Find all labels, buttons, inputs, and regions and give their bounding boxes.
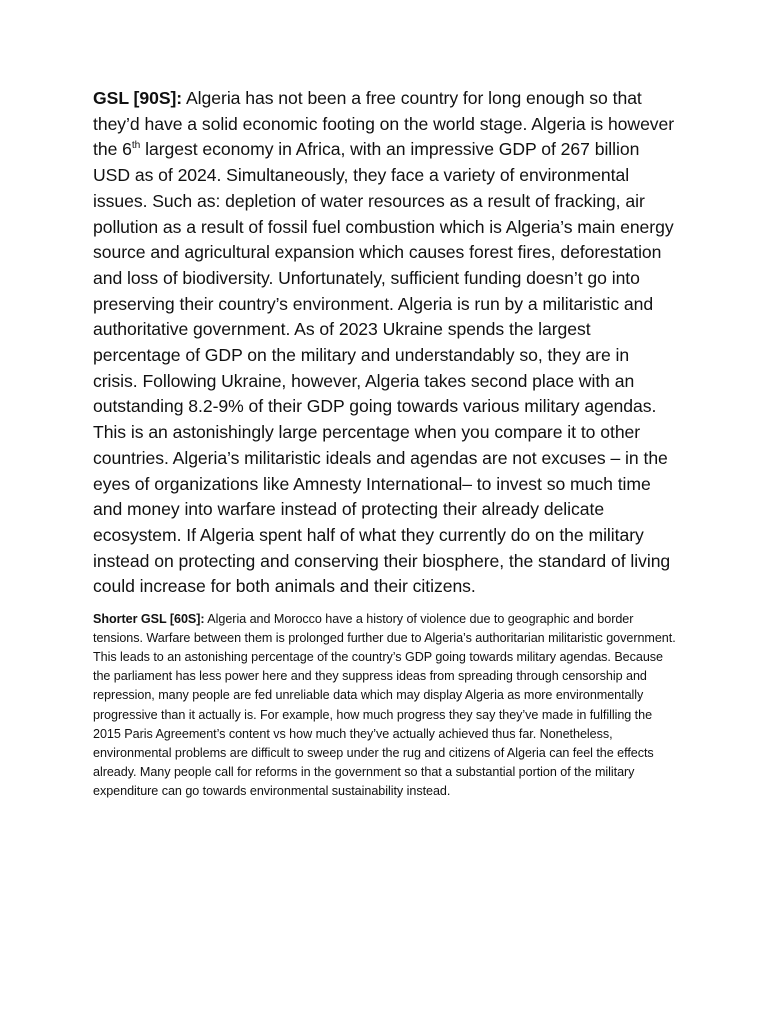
ordinal-superscript: th [131,140,141,152]
short-paragraph [93,610,678,801]
main-paragraph-text-part-1: Algeria has not been a free country for long enough so that they’d have a solid economic footing on the world stage. Algeria is however the 6 [93,88,675,160]
main-paragraph [93,86,678,600]
main-paragraph-text-part-2: largest economy in Africa, with an impressive GDP of 267 billion USD as of 2024. Simultaneously, they face a variety of environmental issues. Such as: depletion of water resources as a result of fracking, air pollution as a result of fossil fuel combustion which is Algeria’s main energy source and agricultural expansion which causes forest fires, deforestation and loss of biodiversity. Unfortunately, sufficient funding doesn’t go into preserving their country’s environment. Algeria is run by a militaristic and authoritative government. As of 2023 Ukraine spends the largest percentage of GDP on the military and understandably so, they are in crisis. Following Ukraine, however, Algeria takes second place with an outstanding 8.2-9% of their GDP going towards various military agendas. This is an astonishingly large percentage when you compare it to other countries. Algeria’s militaristic ideals and agendas are not excuses – in the eyes of organizations like Amnesty International– to invest so much time and money into warfare instead of protecting their already delicate ecosystem. If Algeria spent half of what they currently do on the military instead on protecting and conserving their biosphere, the standard of living could increase for both animals and their citizens. [93,139,674,597]
short-paragraph-text: Algeria and Morocco have a history of violence due to geographic and border tensions. Warfare between them is prolonged further due to Algeria’s authoritarian militaristic government. This leads to an astonishing percentage of the country’s GDP going towards military agendas. Because the parliament has less power here and they suppress ideas from spreading through censorship and repression, many people are fed unreliable data which may display Algeria as more environmentally progressive than it actually is. For example, how much progress they say they’ve made in fulfilling the 2015 Paris Agreement’s content vs how much they’ve actually achieved thus far. Nonetheless, environmental problems are difficult to sweep under the rug and citizens of Algeria can feel the effects already. Many people call for reforms in the government so that a substantial portion of the military expenditure can go towards environmental sustainability instead. [93,612,676,798]
document-body [93,86,678,801]
short-section-label: Shorter GSL [60S]: [93,612,205,627]
main-section-label: GSL [90S]: [93,88,183,108]
